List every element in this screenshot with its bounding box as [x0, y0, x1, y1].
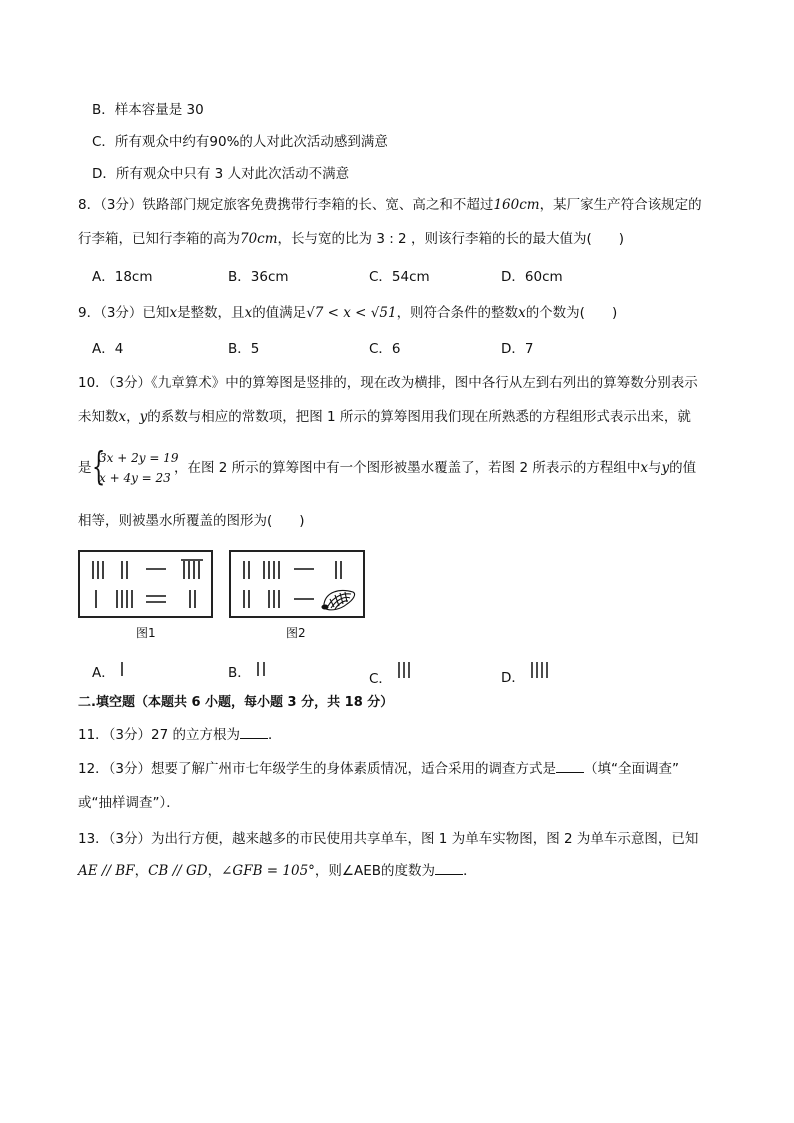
q13-parallel-1: AE // BF [78, 863, 135, 879]
q12-text: 12．（3分）想要了解广州市七年级学生的身体素质情况，适合采用的调查方式是 [78, 761, 557, 777]
rod-three [396, 661, 414, 681]
q11-end: ． [268, 727, 282, 743]
rod-two [255, 661, 269, 679]
ink-blot [322, 591, 355, 610]
q8-line2 [78, 229, 624, 249]
q10-var-x2: x [640, 460, 648, 476]
q9-text-c: 的值满足 [252, 305, 307, 321]
q10-and: 与 [647, 460, 662, 476]
counting-rods-figure-2 [231, 552, 363, 616]
q8-line1 [78, 195, 702, 215]
figure-1-box [78, 550, 213, 618]
q10-text2: 未知数 [78, 409, 119, 425]
q13-blank [435, 860, 463, 875]
q8-height: 70cm [240, 231, 278, 247]
q12-line2: 或“抽样调查”）． [78, 795, 180, 811]
figure-1-caption: 图1 [136, 626, 156, 640]
q7-option-c: C．所有观众中约有90%的人对此次活动感到满意 [92, 134, 388, 150]
q11-blank [240, 724, 268, 739]
q13-line1: 13．（3分）为出行方便，越来越多的市民使用共享单车，图 1 为单车实物图，图 2 为单车示意图，已知 [78, 831, 699, 847]
q8-option-c: C．54cm [369, 269, 430, 285]
q10-option-b-label: B． [228, 665, 251, 681]
figure-2-box [229, 550, 365, 618]
q10-comma: ， [126, 409, 140, 425]
q13-question: ，则∠AEB的度数为 [314, 863, 436, 879]
equation-2: x + 4y = 23 [99, 471, 171, 485]
q9-text-d: ，则符合条件的整数 [396, 305, 519, 321]
brace: { [92, 444, 106, 488]
q10-option-a-label: A． [92, 665, 115, 681]
q10-line1: 10．（3分）《九章算术》中的算筹图是竖排的，现在改为横排，图中各行从左到右列出的算筹数分别表示 [78, 375, 698, 391]
q8-option-d: D．60cm [501, 269, 563, 285]
q10-line4: 相等，则被墨水所覆盖的图形为( ) [78, 513, 305, 529]
q9-option-a: A．4 [92, 341, 124, 357]
counting-rods-figure-1 [80, 552, 211, 616]
q8-limit: 160cm [493, 197, 540, 213]
q9-text: 9．（3分）已知 [78, 305, 170, 321]
q8-text2: 行李箱，已知行李箱的高为 [78, 231, 240, 247]
figure-2-caption: 图2 [286, 626, 306, 640]
q8-text2-cont: ，长与宽的比为 3 : 2 ，则该行李箱的长的最大值为( ) [277, 231, 624, 247]
q10-option-a [92, 661, 127, 683]
rod-four [529, 661, 551, 681]
q13-parallel-2: CB // GD [148, 863, 208, 879]
q9-inequality: √7 < x < √51 [306, 305, 397, 321]
q10-option-b [228, 661, 269, 683]
equation-1: 3x + 2y = 19 [99, 451, 179, 465]
q10-line3-prefix: 是 [78, 460, 92, 476]
q10-var-y2: y [661, 460, 670, 476]
q9-var: x [169, 305, 178, 321]
q10-line2 [78, 407, 691, 427]
q10-text3: ，在图 2 所示的算筹图中有一个图形被墨水覆盖了，若图 2 所表示的方程组中 [174, 460, 641, 476]
q11-line [78, 724, 282, 745]
q10-option-c-label: C． [369, 671, 392, 687]
q9-option-b: B．5 [228, 341, 260, 357]
q13-line2 [78, 860, 477, 881]
q10-option-d [501, 661, 551, 688]
equation-system [78, 444, 179, 488]
q13-end: ． [463, 863, 477, 879]
q12-end: （填“全面调查” [584, 761, 680, 777]
q12-line1 [78, 758, 679, 779]
rod-one [119, 661, 127, 679]
q9-option-d: D．7 [501, 341, 534, 357]
q8-text-cont: ，某厂家生产符合该规定的 [539, 197, 702, 213]
q12-blank [556, 758, 584, 773]
q8-text: 8．（3分）铁路部门规定旅客免费携带行李箱的长、宽、高之和不超过 [78, 197, 494, 213]
q9-var2: x [244, 305, 253, 321]
q11-text: 11．（3分）27 的立方根为 [78, 727, 240, 743]
q10-option-c [369, 661, 414, 689]
q9-text-b: 是整数，且 [177, 305, 245, 321]
q9-text-e: 的个数为( ) [525, 305, 618, 321]
q7-option-d: D．所有观众中只有 3 人对此次活动不满意 [92, 166, 350, 182]
section-2-title: 二.填空题（本题共 6 小题，每小题 3 分，共 18 分） [78, 695, 394, 710]
q7-option-b: B．样本容量是 30 [92, 102, 204, 118]
q8-option-b: B．36cm [228, 269, 289, 285]
q9-var3: x [518, 305, 526, 321]
q8-option-a: A．18cm [92, 269, 153, 285]
q10-text2-cont: 的系数与相应的常数项，把图 1 所示的算筹图用我们现在所熟悉的方程组形式表示出来，就 [147, 409, 691, 425]
q10-option-d-label: D． [501, 670, 525, 686]
q10-text3-end: 的值 [669, 460, 697, 476]
q10-line3 [174, 458, 696, 478]
q9-option-c: C．6 [369, 341, 401, 357]
q10-var-y: y [139, 409, 148, 425]
q13-comma-1: ， [134, 863, 149, 879]
q9-line [78, 303, 617, 323]
q13-angle: ∠GFB = 105° [221, 863, 315, 879]
q13-comma-2: ， [207, 863, 222, 879]
q10-var-x: x [118, 409, 127, 425]
